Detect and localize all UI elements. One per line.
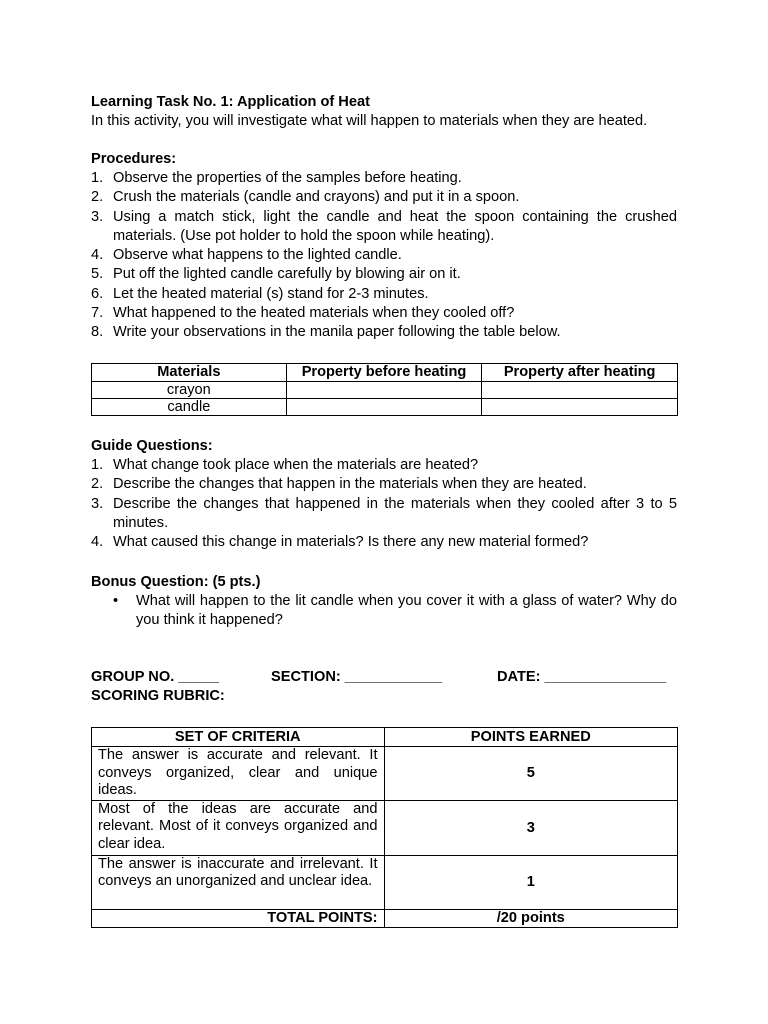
points-cell: 3 [384, 800, 677, 855]
task-title: Learning Task No. 1: Application of Heat [91, 94, 370, 110]
criteria-cell: The answer is inaccurate and irrelevant. It conveys an unorganized and unclear idea. [92, 855, 385, 909]
list-item: 5. Put off the lighted candle carefully by blowing air on it. [91, 266, 461, 283]
rubric-table [91, 727, 678, 928]
rubric-heading: SCORING RUBRIC: [91, 688, 225, 704]
table-header-row [92, 728, 678, 747]
guide-list [91, 456, 677, 552]
procedures-list [91, 169, 677, 343]
procedures-section [91, 150, 677, 343]
column-header: Property before heating [286, 364, 482, 382]
list-item: 4. Observe what happens to the lighted candle. [91, 247, 402, 264]
points-cell: 1 [384, 855, 677, 909]
list-item: 7. What happened to the heated materials when they cooled off? [91, 305, 515, 322]
list-item: 2. Crush the materials (candle and crayons) and put it in a spoon. [91, 189, 520, 206]
bonus-section [91, 573, 677, 631]
total-row [92, 909, 678, 927]
guide-heading: Guide Questions: [91, 438, 213, 454]
criteria-cell: The answer is accurate and relevant. It conveys organized, clear and unique ideas. [92, 747, 385, 801]
materials-table [91, 363, 678, 416]
list-item: 1. Observe the properties of the samples before heating. [91, 170, 462, 186]
table-cell [482, 382, 678, 399]
bonus-question: • What will happen to the lit candle when you cover it with a glass of water? Why do you think it happened? [113, 593, 677, 629]
table-cell [286, 382, 482, 399]
list-item: 2. Describe the changes that happen in the materials when they are heated. [91, 476, 587, 493]
info-fields [91, 668, 691, 688]
bonus-heading: Bonus Question: (5 pts.) [91, 574, 261, 590]
bullet-icon: • [113, 593, 119, 609]
total-value: /20 points [384, 909, 677, 927]
list-item: 1. What change took place when the materials are heated? [91, 457, 479, 473]
list-item: 8. Write your observations in the manila paper following the table below. [91, 324, 561, 341]
guide-section [91, 437, 677, 552]
column-header: Property after heating [482, 364, 678, 382]
table-row [92, 800, 678, 855]
table-cell [482, 399, 678, 416]
points-cell: 5 [384, 747, 677, 801]
table-cell [286, 399, 482, 416]
group-field: GROUP NO. _____ [91, 669, 219, 685]
column-header: Materials [92, 364, 287, 382]
criteria-cell: Most of the ideas are accurate and relevant. Most of it conveys organized and clear idea. [92, 800, 385, 855]
date-field: DATE: _______________ [497, 669, 667, 685]
total-label: TOTAL POINTS: [92, 909, 385, 927]
table-row [92, 399, 678, 416]
section-field: SECTION: ____________ [271, 669, 443, 685]
table-cell: candle [92, 399, 287, 416]
list-item: 6. Let the heated material (s) stand for 2-3 minutes. [91, 285, 429, 302]
column-header: POINTS EARNED [384, 728, 677, 747]
rubric-heading-wrap [91, 687, 677, 706]
table-header-row [92, 364, 678, 382]
table-row [92, 855, 678, 909]
task-intro: In this activity, you will investigate what will happen to materials when they are heated. [91, 113, 648, 129]
procedures-heading: Procedures: [91, 151, 177, 167]
list-item: 4. What caused this change in materials? Is there any new material formed? [91, 534, 589, 551]
table-row [92, 747, 678, 801]
table-cell: crayon [92, 382, 287, 399]
table-row [92, 382, 678, 399]
list-item: 3. Using a match stick, light the candle and heat the spoon containing the crushed materials. (Use pot holder to hold the spoon while heating). [91, 208, 677, 244]
task-header [91, 93, 677, 131]
list-item: 3. Describe the changes that happened in the materials when they cooled after 3 to 5 minutes. [91, 495, 677, 531]
column-header: SET OF CRITERIA [92, 728, 385, 747]
